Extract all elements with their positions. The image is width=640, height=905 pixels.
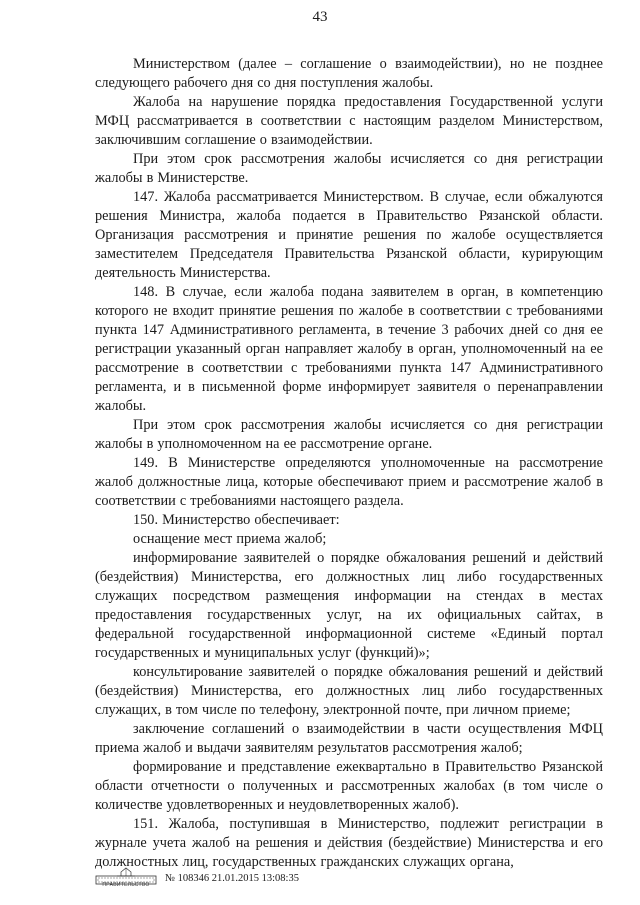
paragraph: информирование заявителей о порядке обжалования решений и действий (бездействия) Министерства, его должностных лиц либо государственных служащих посредством размещения информации на стендах в местах предоставления государственных услуг, на их официальных сайтах, в федеральной государственной информационной системе «Единый портал государственных и муниципальных услуг (функций)»;	[95, 550, 603, 661]
stamp-caption: ПРАВИТЕЛЬСТВО	[102, 882, 150, 888]
paragraph: консультирование заявителей о порядке обжалования решений и действий (бездействия) Министерства, его должностных лиц либо государственных служащих, в том числе по телефону, электронной почте, при личном приеме;	[95, 664, 603, 718]
paragraph-148: 148. В случае, если жалоба подана заявителем в орган, в компетенцию которого не входит принятие решения по жалобе в соответствии с требованиями пункта 147 Административного регламента, в течение 3 рабочих дней со дня ее регистрации указанный орган направляет жалобу в орган, уполномоченный на ее рассмотрение в соответствии с требованиями пункта 147 Административного регламента, и в письменной форме информирует заявителя о перенаправлении жалобы.	[95, 284, 603, 414]
paragraph-151: 151. Жалоба, поступившая в Министерство, подлежит регистрации в журнале учета жалоб на решения и действия (бездействие) Министерства и его должностных лиц, государственных гражданских служащих органа,	[95, 816, 603, 870]
document-registration-id: № 108346 21.01.2015 13:08:35	[165, 872, 299, 884]
paragraph: формирование и представление ежеквартально в Правительство Рязанской области отчетности о полученных и рассмотренных жалобах (в том числе о количестве удовлетворенных и неудовлетворенных жалоб).	[95, 759, 603, 813]
paragraph: Жалоба на нарушение порядка предоставления Государственной услуги МФЦ рассматривается в соответствии с настоящим разделом Министерством, заключившим соглашение о взаимодействии.	[95, 94, 603, 148]
paragraph-150: 150. Министерство обеспечивает:	[133, 512, 340, 528]
paragraph: При этом срок рассмотрения жалобы исчисляется со дня регистрации жалобы в Министерстве.	[95, 151, 603, 186]
page-number: 43	[312, 9, 328, 25]
paragraph-149: 149. В Министерстве определяются уполномоченные на рассмотрение жалоб должностные лица, которые обеспечивают прием и рассмотрение жалоб в соответствии с требованиями настоящего раздела.	[95, 455, 603, 509]
paragraph: При этом срок рассмотрения жалобы исчисляется со дня регистрации жалобы в уполномоченном на ее рассмотрение органе.	[95, 417, 603, 452]
paragraph: заключение соглашений о взаимодействии в части осуществления МФЦ приема жалоб и выдачи заявителям результатов рассмотрения жалоб;	[95, 721, 603, 756]
government-stamp-icon	[95, 867, 157, 889]
paragraph: Министерством (далее – соглашение о взаимодействии), но не позднее следующего рабочего дня со дня поступления жалобы.	[95, 56, 603, 91]
page-footer	[95, 866, 299, 890]
body-text	[95, 55, 603, 872]
paragraph: оснащение мест приема жалоб;	[133, 531, 327, 547]
paragraph-147: 147. Жалоба рассматривается Министерством. В случае, если обжалуются решения Министра, жалоба подается в Правительство Рязанской области. Организация рассмотрения и принятие решения по жалобе осуществляется заместителем Председателя Правительства Рязанской области, курирующим деятельность Министерства.	[95, 189, 603, 281]
